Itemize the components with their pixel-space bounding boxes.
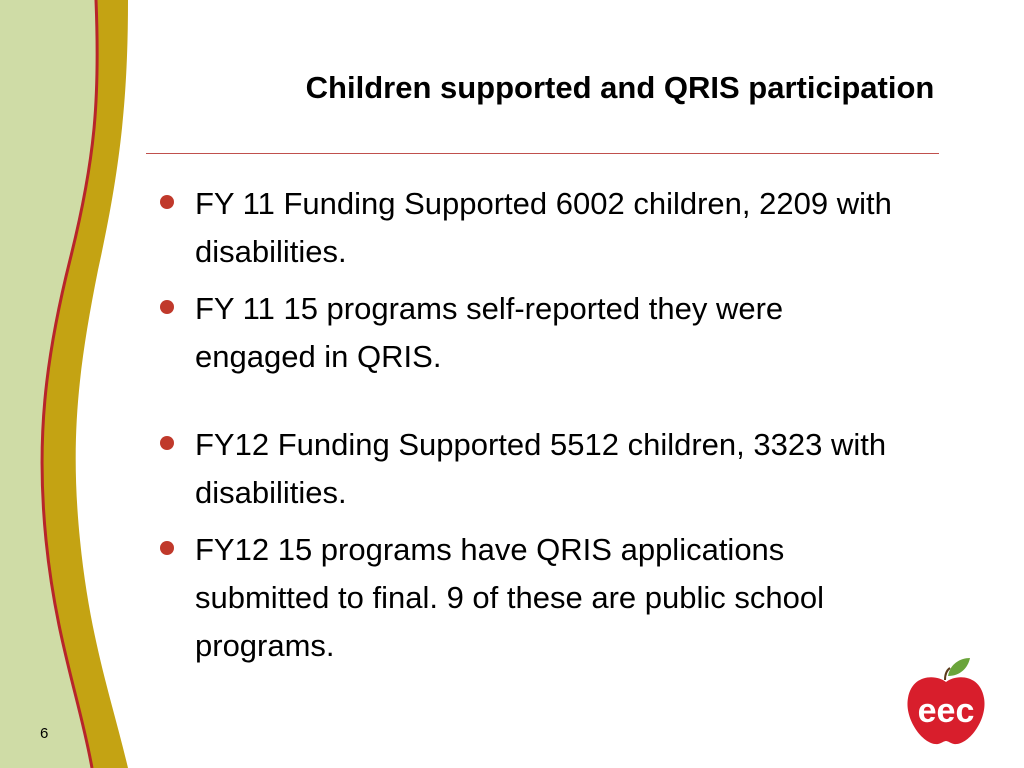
bullet-item <box>160 285 900 381</box>
leaf-icon <box>948 658 970 676</box>
side-decoration <box>0 0 140 768</box>
red-dot-icon <box>160 541 174 555</box>
bullet-item <box>160 526 900 670</box>
bullet-item <box>160 180 900 276</box>
bullet-item <box>160 421 900 517</box>
logo-letters: eec <box>917 692 975 730</box>
bullet-text: FY12 Funding Supported 5512 children, 3323 with disabilities. <box>195 427 887 510</box>
slide-title: Children supported and QRIS participation <box>305 70 935 105</box>
slide-number: 6 <box>40 725 49 742</box>
red-dot-icon <box>160 300 174 314</box>
bullet-text: FY 11 15 programs self-reported they were engaged in QRIS. <box>195 291 784 374</box>
red-dot-icon <box>160 195 174 209</box>
red-dot-icon <box>160 436 174 450</box>
bullet-text: FY 11 Funding Supported 6002 children, 2209 with disabilities. <box>195 186 892 269</box>
bullet-list <box>160 180 900 679</box>
bullet-text: FY12 15 programs have QRIS applications submitted to final. 9 of these are public school programs. <box>195 532 824 663</box>
eec-apple-logo <box>898 654 994 750</box>
title-divider <box>146 153 939 154</box>
